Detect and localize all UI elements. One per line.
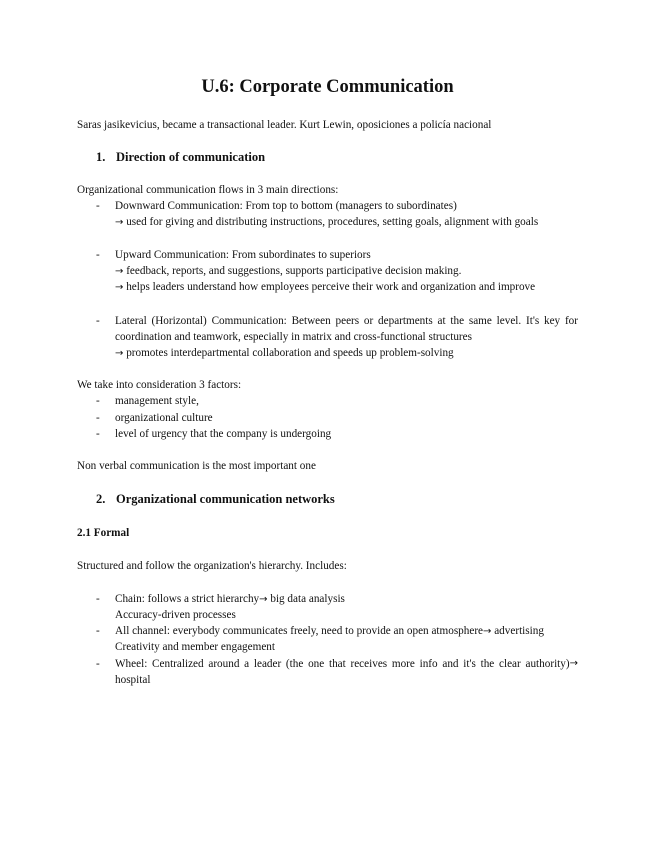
bullet-marker: - <box>96 315 100 327</box>
arrow-right-icon: → <box>483 626 492 637</box>
chain-line-2: Accuracy-driven processes <box>115 609 236 621</box>
arrow-right-icon: → <box>569 658 578 669</box>
bullet-marker: - <box>96 428 100 440</box>
factors-lead: We take into consideration 3 factors: <box>77 379 242 391</box>
bullet-marker: - <box>96 249 100 261</box>
lateral-line-2: coordination and teamwork, especially in matrix and cross-functional structures <box>115 331 472 343</box>
bullet-marker: - <box>96 593 100 605</box>
section-2-number: 2. <box>96 492 106 506</box>
arrow-right-icon: → <box>259 594 268 605</box>
upward-line-1: Upward Communication: From subordinates to superiors <box>115 249 371 261</box>
arrow-right-icon: → <box>115 282 124 293</box>
upward-line-2: → feedback, reports, and suggestions, supports participative decision making. <box>115 265 462 277</box>
bullet-marker: - <box>96 412 100 424</box>
wheel-line-1: Wheel: Centralized around a leader (the one that receives more info and it's the clear authority) → <box>115 658 578 670</box>
arrow-right-icon: → <box>115 348 124 359</box>
all-channel-line-2: Creativity and member engagement <box>115 641 275 653</box>
bullet-marker: - <box>96 395 100 407</box>
section-1-heading: Direction of communication <box>116 150 266 164</box>
downward-line-2: → used for giving and distributing instructions, procedures, setting goals, alignment with goals <box>115 216 539 228</box>
downward-line-1: Downward Communication: From top to bottom (managers to subordinates) <box>115 200 457 212</box>
bullet-marker: - <box>96 658 100 670</box>
factor-item: management style, <box>115 395 199 407</box>
lateral-line-3: → promotes interdepartmental collaboration and speeds up problem-solving <box>115 347 454 359</box>
all-channel-line-1: All channel: everybody communicates freely, need to provide an open atmosphere→ advertising <box>115 625 544 637</box>
upward-line-3: → helps leaders understand how employees perceive their work and organization and improve <box>115 281 536 293</box>
arrow-right-icon: → <box>115 266 124 277</box>
chain-line-1: Chain: follows a strict hierarchy→ big data analysis <box>115 593 345 605</box>
section-1-number: 1. <box>96 150 106 164</box>
page-title: U.6: Corporate Communication <box>201 77 454 97</box>
intro-text: Saras jasikevicius, became a transactional leader. Kurt Lewin, oposiciones a policía nacional <box>77 119 492 131</box>
wheel-line-2: hospital <box>115 674 151 686</box>
section-2-lead: Structured and follow the organization's hierarchy. Includes: <box>77 560 347 572</box>
lateral-line-1: Lateral (Horizontal) Communication: Between peers or departments at the same level. It's key for <box>115 315 578 327</box>
nonverbal-text: Non verbal communication is the most important one <box>77 460 316 472</box>
bullet-marker: - <box>96 200 100 212</box>
subsection-heading: 2.1 Formal <box>77 527 130 539</box>
factor-item: level of urgency that the company is undergoing <box>115 428 332 440</box>
factor-item: organizational culture <box>115 412 213 424</box>
section-1-lead: Organizational communication flows in 3 main directions: <box>77 184 339 196</box>
arrow-right-icon: → <box>115 217 124 228</box>
section-2-heading: Organizational communication networks <box>116 492 335 506</box>
bullet-marker: - <box>96 625 100 637</box>
